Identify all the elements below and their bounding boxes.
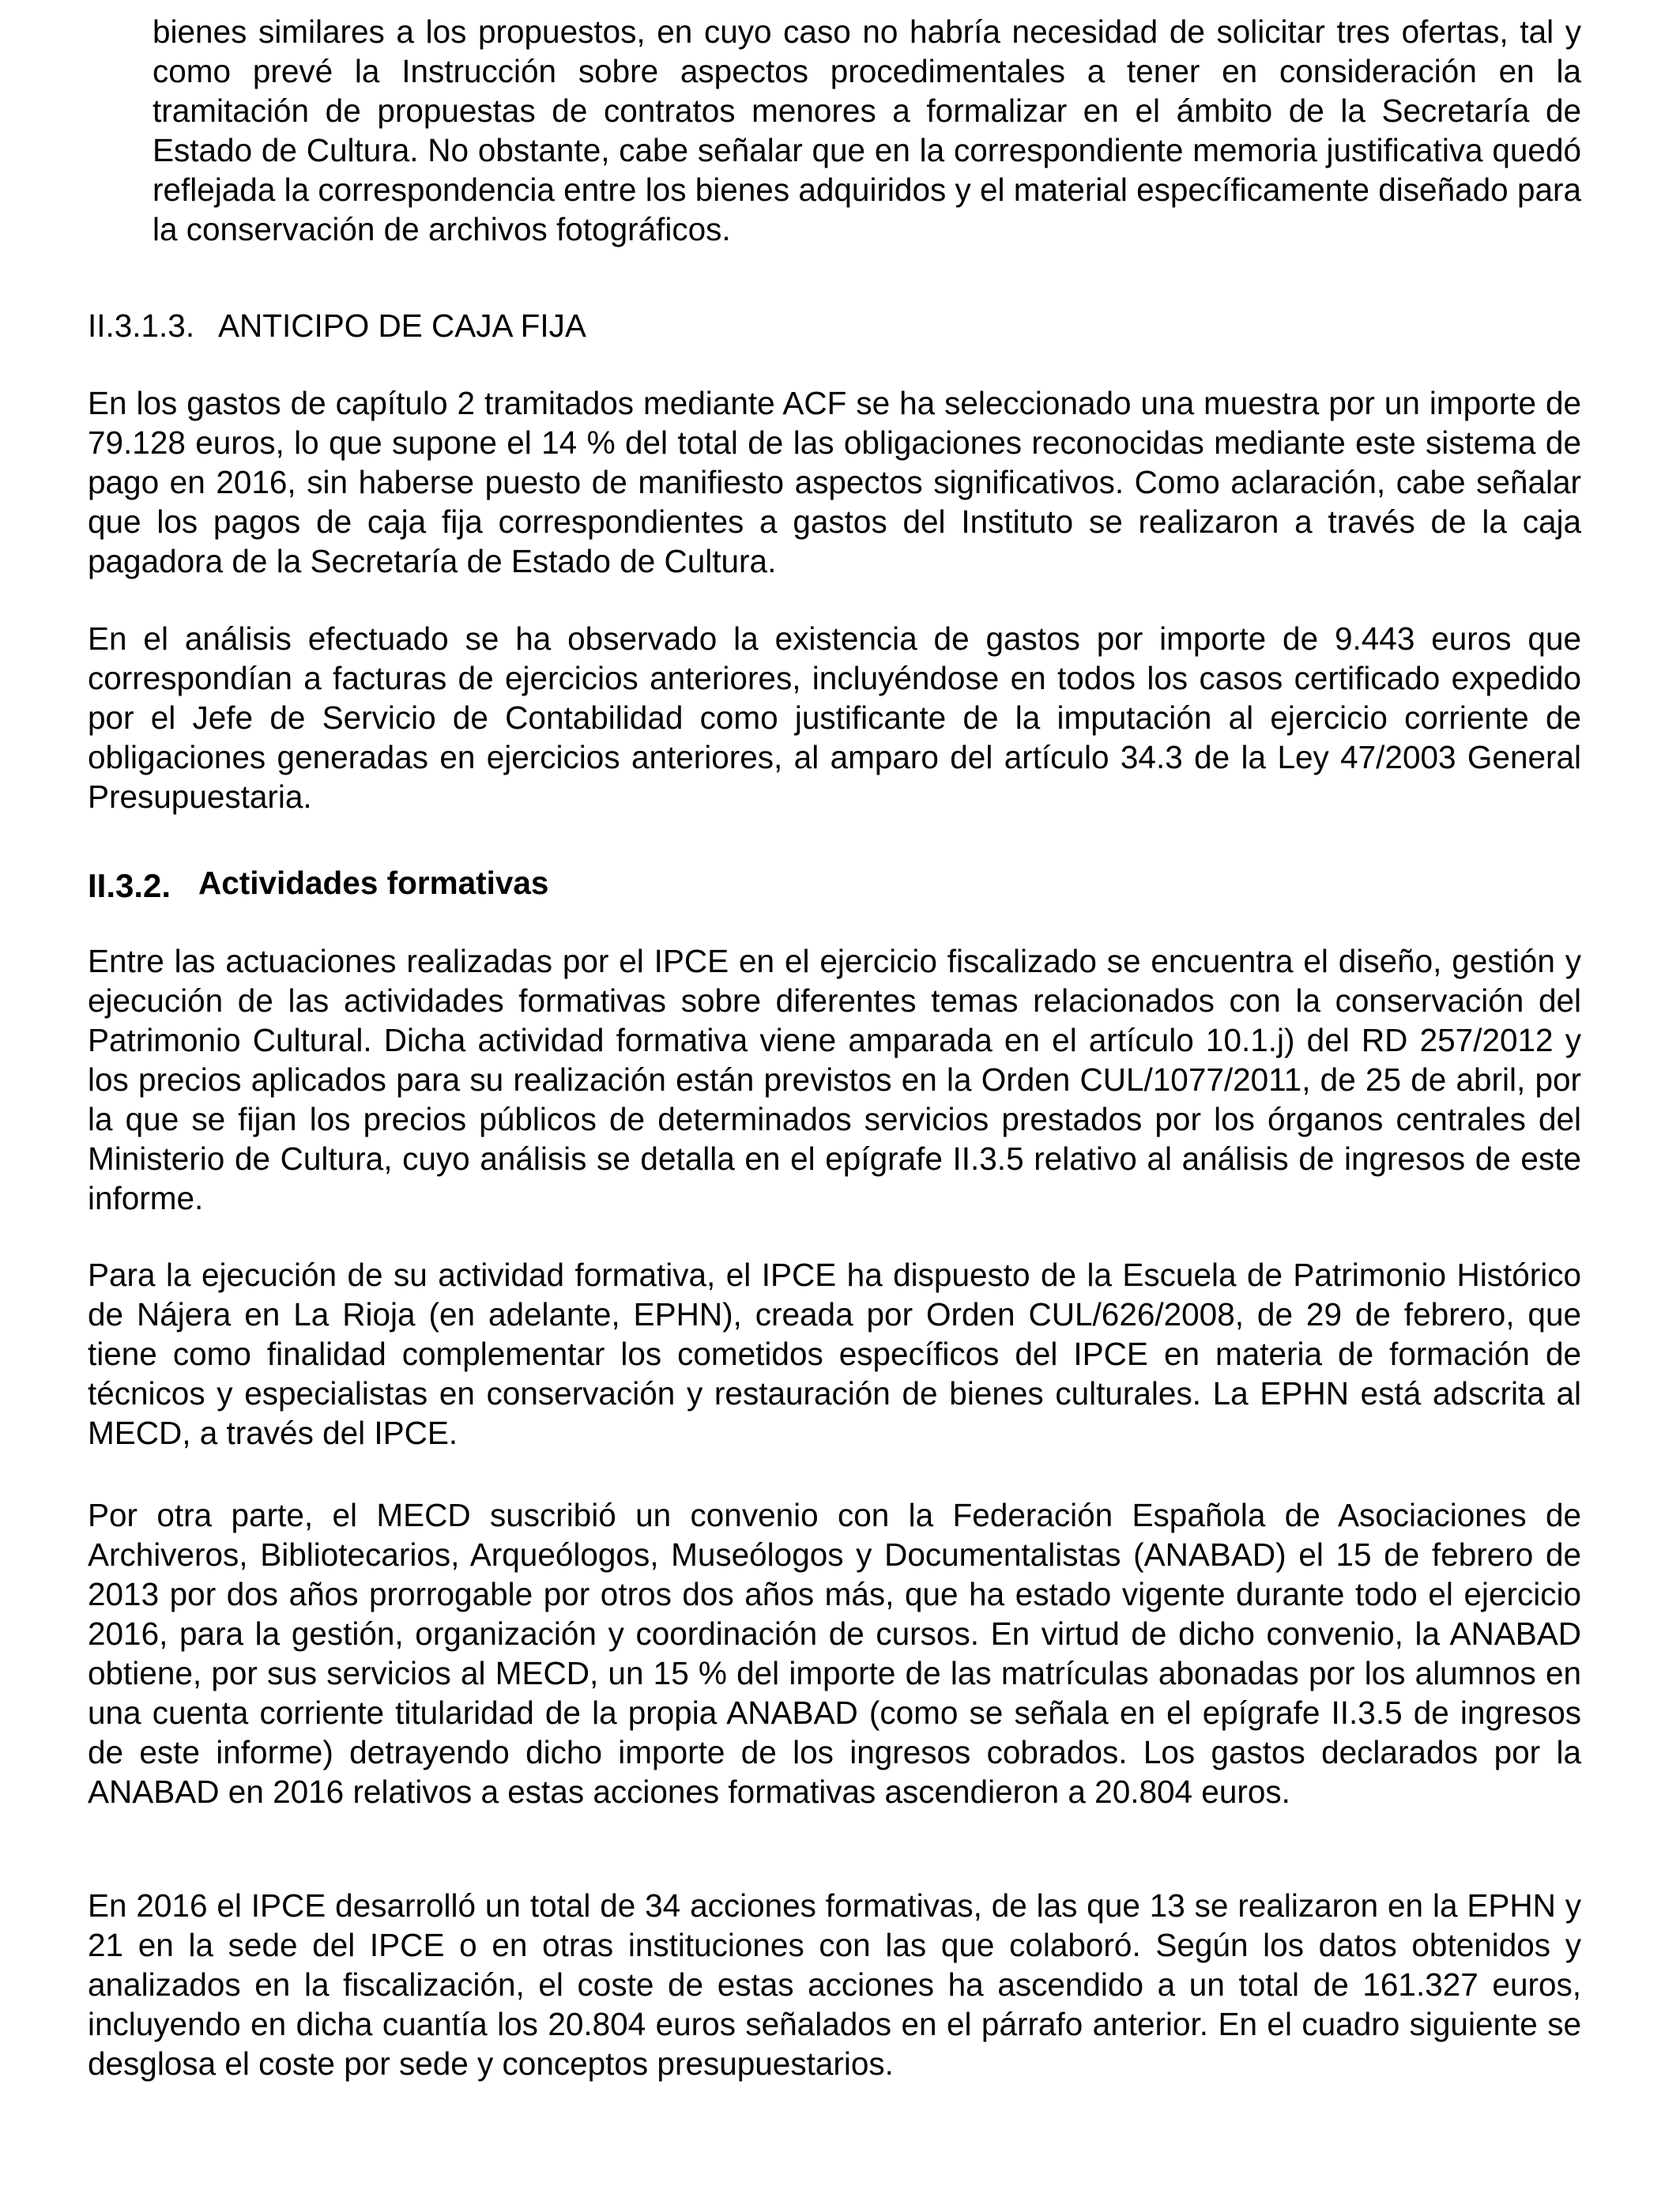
paragraph: En el análisis efectuado se ha observado la existencia de gastos por importe de 9.443 euros que correspondían a facturas de ejercicios anteriores, incluyéndose en todos los casos certificado expedido por el Jefe de Servicio de Contabilidad como justificante de la imputación al ejercicio corriente de obligaciones generadas en ejercicios anteriores, al amparo del artículo 34.3 de la Ley 47/2003 General Presupuestaria. (88, 620, 1581, 815)
paragraph: Por otra parte, el MECD suscribió un convenio con la Federación Española de Asociaciones de Archiveros, Bibliotecarios, Arqueólogos, Museólogos y Documentalistas (ANABAD) el 15 de febrero de 2013 por dos años prorrogable por otros dos años más, que ha estado vigente durante todo el ejercicio 2016, para la gestión, organización y coordinación de cursos. En virtud de dicho convenio, la ANABAD obtiene, por sus servicios al MECD, un 15 % del importe de las matrículas abonadas por los alumnos en una cuenta corriente titularidad de la propia ANABAD (como se señala en el epígrafe II.3.5 de ingresos de este informe) detrayendo dicho importe de los ingresos cobrados. Los gastos declarados por la ANABAD en 2016 relativos a estas acciones formativas ascendieron a 20.804 euros. (88, 1497, 1581, 1810)
continuation-paragraph: bienes similares a los propuestos, en cuyo caso no habría necesidad de solicitar tres ofertas, tal y como prevé la Instrucción sobre aspectos procedimentales a tener en consideración en la tramitación de propuestas de contratos menores a formalizar en el ámbito de la Secretaría de Estado de Cultura. No obstante, cabe señalar que en la correspondiente memoria justificativa quedó reflejada la correspondencia entre los bienes adquiridos y el material específicamente diseñado para la conservación de archivos fotográficos. (153, 13, 1581, 247)
paragraph: Para la ejecución de su actividad formativa, el IPCE ha dispuesto de la Escuela de Patrimonio Histórico de Nájera en La Rioja (en adelante, EPHN), creada por Orden CUL/626/2008, de 29 de febrero, que tiene como finalidad complementar los cometidos específicos del IPCE en materia de formación de técnicos y especialistas en conservación y restauración de bienes culturales. La EPHN está adscrita al MECD, a través del IPCE. (88, 1257, 1581, 1451)
paragraph: En los gastos de capítulo 2 tramitados mediante ACF se ha seleccionado una muestra por un importe de 79.128 euros, lo que supone el 14 % del total de las obligaciones reconocidas mediante este sistema de pago en 2016, sin haberse puesto de manifiesto aspectos significativos. Como aclaración, cabe señalar que los pagos de caja fija correspondientes a gastos del Instituto se realizaron a través de la caja pagadora de la Secretaría de Estado de Cultura. (88, 385, 1581, 579)
paragraph: En 2016 el IPCE desarrolló un total de 34 acciones formativas, de las que 13 se realizaron en la EPHN y 21 en la sede del IPCE o en otras instituciones con las que colaboró. Según los datos obtenidos y analizados en la fiscalización, el coste de estas acciones ha ascendido a un total de 161.327 euros, incluyendo en dicha cuantía los 20.804 euros señalados en el párrafo anterior. En el cuadro siguiente se desglosa el coste por sede y conceptos presupuestarios. (88, 1887, 1581, 2082)
section-number: II.3.2. (88, 867, 171, 904)
section-heading-actividades-formativas (88, 863, 548, 903)
section-title: Actividades formativas (198, 865, 549, 901)
section-title: ANTICIPO DE CAJA FIJA (218, 307, 586, 344)
section-heading-anticipo-caja-fija (88, 306, 586, 345)
section-number: II.3.1.3. (88, 307, 195, 344)
paragraph: Entre las actuaciones realizadas por el IPCE en el ejercicio fiscalizado se encuentra el diseño, gestión y ejecución de las actividades formativas sobre diferentes temas relacionados con la conservación del Patrimonio Cultural. Dicha actividad formativa viene amparada en el artículo 10.1.j) del RD 257/2012 y los precios aplicados para su realización están previstos en la Orden CUL/1077/2011, de 25 de abril, por la que se fijan los precios públicos de determinados servicios prestados por los órganos centrales del Ministerio de Cultura, cuyo análisis se detalla en el epígrafe II.3.5 relativo al análisis de ingresos de este informe. (88, 943, 1581, 1216)
